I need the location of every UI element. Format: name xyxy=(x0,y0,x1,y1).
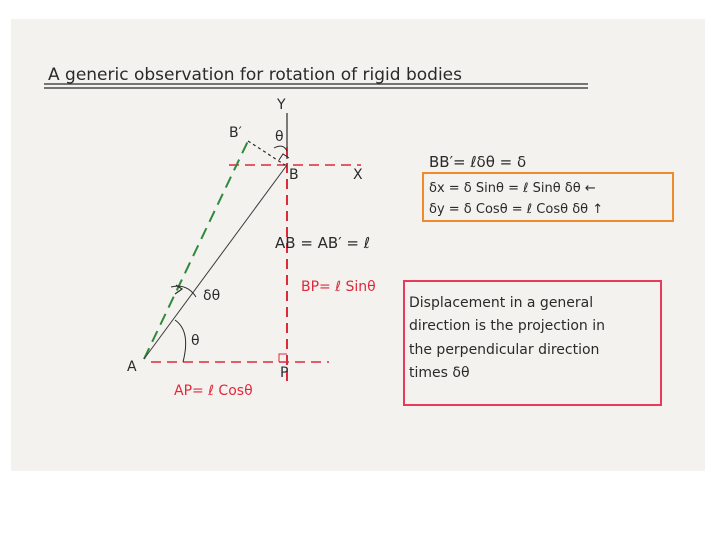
equation-bb-prime: BB′= ℓδθ = δ xyxy=(429,153,527,171)
notebook-sheet xyxy=(11,19,705,471)
label-theta-top: θ xyxy=(275,129,284,145)
label-a: A xyxy=(127,359,137,375)
page-title: A generic observation for rotation of rigid bodies xyxy=(48,65,463,85)
note-line-3: the perpendicular direction xyxy=(409,342,600,358)
label-bp-length: BP= ℓ Sinθ xyxy=(301,279,376,295)
arc-theta-base xyxy=(175,320,186,362)
label-b-prime: B′ xyxy=(229,125,242,141)
arc-delta-theta xyxy=(171,286,196,297)
label-theta-base: θ xyxy=(191,333,200,349)
note-line-4: times δθ xyxy=(409,365,470,381)
note-line-2: direction is the projection in xyxy=(409,318,605,334)
diagram-canvas xyxy=(11,19,705,471)
label-delta-theta: δθ xyxy=(203,288,221,304)
right-angle-p xyxy=(279,354,287,362)
line-ab xyxy=(144,165,287,359)
label-ab-length: AB = AB′ = ℓ xyxy=(275,234,370,252)
note-line-1: Displacement in a general xyxy=(409,295,594,311)
equation-dy: δy = δ Cosθ = ℓ Cosθ δθ ↑ xyxy=(429,202,604,217)
y-axis-label: Y xyxy=(277,97,286,113)
label-b: B xyxy=(289,167,299,183)
equation-dx: δx = δ Sinθ = ℓ Sinθ δθ ← xyxy=(429,181,596,196)
line-ab-prime xyxy=(144,141,248,359)
arc-theta-top xyxy=(274,146,287,151)
label-x: X xyxy=(353,167,363,183)
label-p: P xyxy=(280,365,289,381)
label-ap-length: AP= ℓ Cosθ xyxy=(174,383,253,399)
